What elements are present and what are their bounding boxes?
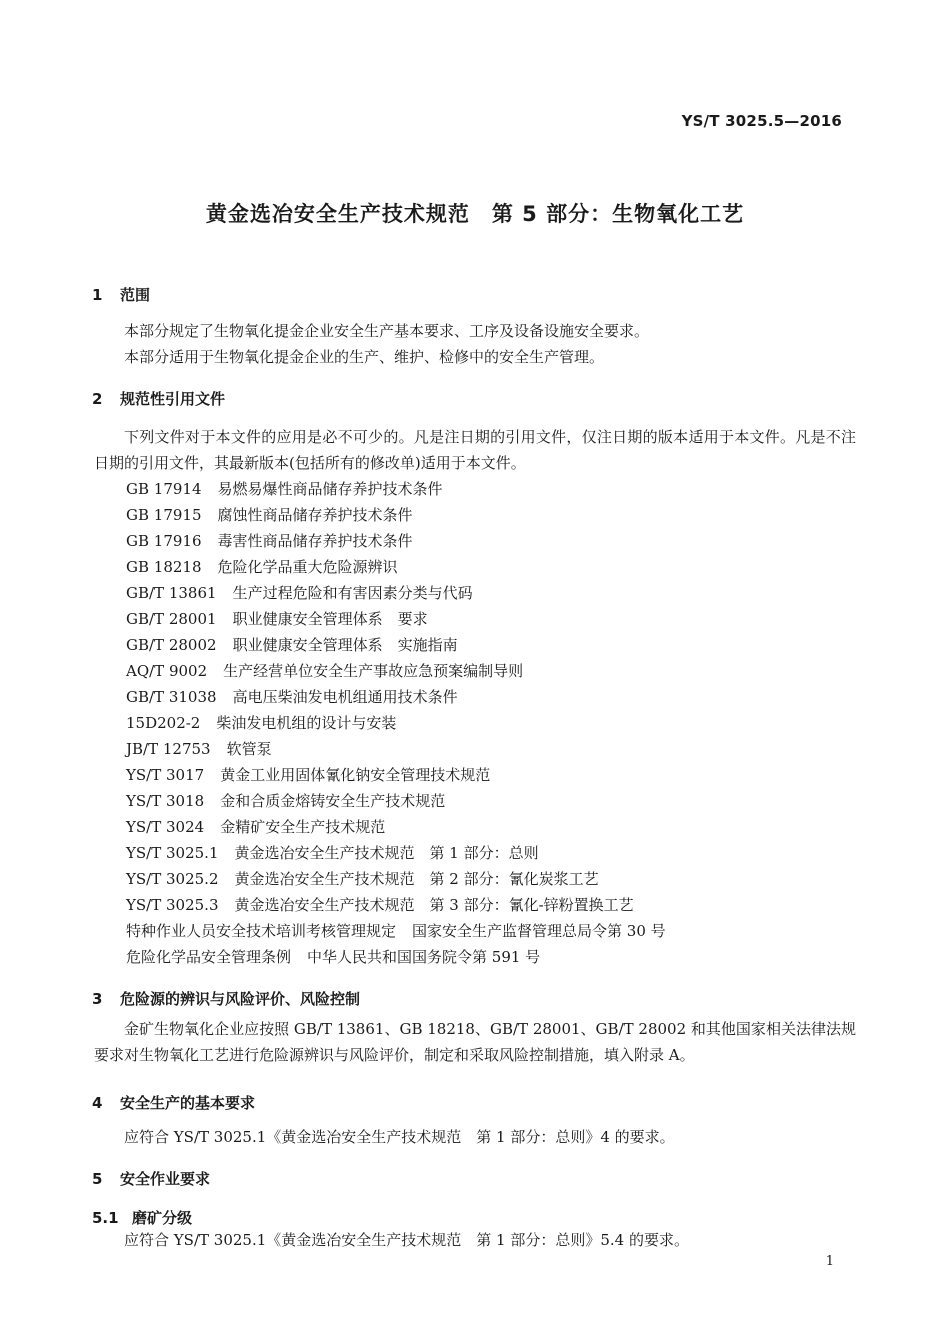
page-number: 1 (825, 1254, 834, 1269)
reference-item (126, 892, 666, 918)
reference-item (126, 528, 666, 554)
reference-code: GB 18218 (126, 558, 202, 576)
reference-item (126, 710, 666, 736)
reference-item (126, 658, 666, 684)
reference-item (126, 606, 666, 632)
section-title: 安全生产的基本要求 (120, 1094, 256, 1112)
section-number: 1 (92, 286, 103, 304)
reference-name: 柴油发电机组的设计与安装 (216, 714, 397, 732)
section-2-intro: 下列文件对于本文件的应用是必不可少的。凡是注日期的引用文件，仅注日期的版本适用于本文件。凡是不注日期的引用文件，其最新版本(包括所有的修改单)适用于本文件。 (94, 428, 856, 472)
reference-name: 黄金选冶安全生产技术规范 第 2 部分：氰化炭浆工艺 (234, 870, 599, 888)
reference-code: YS/T 3024 (126, 818, 205, 836)
reference-name: 腐蚀性商品储存养护技术条件 (217, 506, 413, 524)
section-number: 5 (92, 1170, 103, 1188)
section-1-paragraph-2: 本部分适用于生物氧化提金企业的生产、维护、检修中的安全生产管理。 (124, 348, 605, 366)
section-number: 5.1 (92, 1209, 119, 1227)
reference-name: 黄金选冶安全生产技术规范 第 1 部分：总则 (234, 844, 539, 862)
reference-code: YS/T 3017 (126, 766, 205, 784)
section-number: 3 (92, 990, 103, 1008)
reference-item (126, 736, 666, 762)
section-1-heading (92, 284, 150, 305)
reference-item (126, 762, 666, 788)
reference-name: 黄金工业用固体氰化钠安全管理技术规范 (220, 766, 491, 784)
reference-name: 生产经营单位安全生产事故应急预案编制导则 (223, 662, 524, 680)
reference-code: GB 17915 (126, 506, 202, 524)
reference-item (126, 554, 666, 580)
section-5-1-paragraph: 应符合 YS/T 3025.1《黄金选冶安全生产技术规范 第 1 部分：总则》5.4 的要求。 (124, 1231, 689, 1249)
reference-code: GB/T 31038 (126, 688, 217, 706)
reference-item (126, 840, 666, 866)
reference-code: 危险化学品安全管理条例 (126, 948, 292, 966)
reference-name: 国家安全生产监督管理总局令第 30 号 (412, 922, 666, 940)
reference-code: YS/T 3025.1 (126, 844, 219, 862)
document-title: 黄金选冶安全生产技术规范 第 5 部分：生物氧化工艺 (205, 202, 745, 226)
reference-item (126, 684, 666, 710)
reference-code: AQ/T 9002 (126, 662, 208, 680)
reference-name: 中华人民共和国国务院令第 591 号 (307, 948, 541, 966)
section-5-heading (92, 1168, 210, 1189)
reference-item (126, 814, 666, 840)
reference-name: 毒害性商品储存养护技术条件 (217, 532, 413, 550)
section-title: 范围 (120, 286, 151, 304)
section-4-paragraph: 应符合 YS/T 3025.1《黄金选冶安全生产技术规范 第 1 部分：总则》4 的要求。 (124, 1128, 675, 1146)
section-number: 4 (92, 1094, 103, 1112)
reference-name: 软管泵 (226, 740, 272, 758)
standard-code: YS/T 3025.5—2016 (681, 112, 842, 130)
reference-code: YS/T 3018 (126, 792, 205, 810)
reference-code: GB/T 13861 (126, 584, 217, 602)
reference-name: 职业健康安全管理体系 要求 (232, 610, 428, 628)
reference-item (126, 580, 666, 606)
reference-name: 生产过程危险和有害因素分类与代码 (232, 584, 473, 602)
reference-code: YS/T 3025.3 (126, 896, 219, 914)
reference-code: JB/T 12753 (126, 740, 211, 758)
section-title: 规范性引用文件 (120, 390, 226, 408)
reference-name: 黄金选冶安全生产技术规范 第 3 部分：氰化-锌粉置换工艺 (234, 896, 634, 914)
section-title: 安全作业要求 (120, 1170, 211, 1188)
reference-code: GB 17914 (126, 480, 202, 498)
reference-code: GB 17916 (126, 532, 202, 550)
reference-item (126, 866, 666, 892)
section-title: 磨矿分级 (132, 1209, 193, 1227)
reference-list (126, 476, 666, 970)
reference-item (126, 918, 666, 944)
section-title: 危险源的辨识与风险评价、风险控制 (120, 990, 361, 1008)
section-2-heading (92, 388, 225, 409)
reference-code: GB/T 28001 (126, 610, 217, 628)
section-3-heading (92, 988, 360, 1009)
reference-name: 易燃易爆性商品储存养护技术条件 (217, 480, 443, 498)
reference-name: 职业健康安全管理体系 实施指南 (232, 636, 458, 654)
reference-name: 高电压柴油发电机组通用技术条件 (232, 688, 458, 706)
reference-name: 金和合质金熔铸安全生产技术规范 (220, 792, 446, 810)
reference-item (126, 632, 666, 658)
reference-code: GB/T 28002 (126, 636, 217, 654)
section-5-1-heading (92, 1207, 192, 1228)
reference-name: 危险化学品重大危险源辨识 (217, 558, 398, 576)
reference-item (126, 944, 666, 970)
reference-code: 特种作业人员安全技术培训考核管理规定 (126, 922, 397, 940)
section-1-paragraph-1: 本部分规定了生物氧化提金企业安全生产基本要求、工序及设备设施安全要求。 (124, 322, 650, 340)
section-3-paragraph: 金矿生物氧化企业应按照 GB/T 13861、GB 18218、GB/T 28001、GB/T 28002 和其他国家相关法律法规要求对生物氧化工艺进行危险源辨识与风险评价，制定和采取风险控制措施，填入附录 A。 (94, 1020, 856, 1064)
reference-code: YS/T 3025.2 (126, 870, 219, 888)
reference-item (126, 788, 666, 814)
reference-code: 15D202-2 (126, 714, 201, 732)
section-4-heading (92, 1092, 255, 1113)
reference-item (126, 502, 666, 528)
reference-item (126, 476, 666, 502)
section-number: 2 (92, 390, 103, 408)
reference-name: 金精矿安全生产技术规范 (220, 818, 386, 836)
